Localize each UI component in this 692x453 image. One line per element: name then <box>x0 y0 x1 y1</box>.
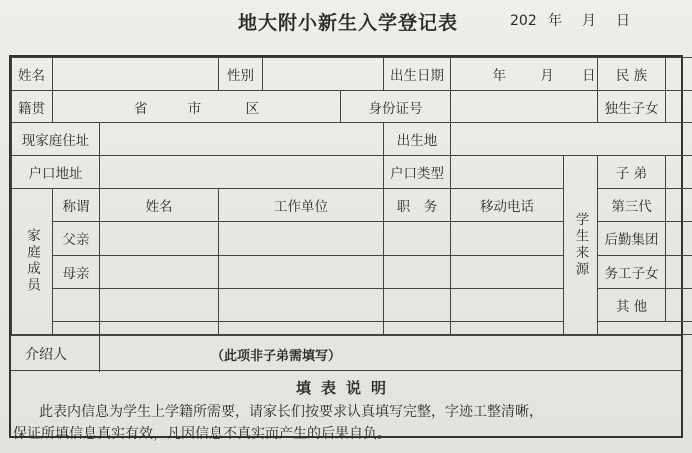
extra-mobile-field[interactable] <box>451 288 564 321</box>
introducer-label: 介绍人 <box>25 347 67 363</box>
id-number-label: 身份证号 <box>341 91 451 123</box>
source-third-gen-checkbox[interactable] <box>666 188 692 221</box>
date-day-unit: 日 <box>616 13 630 29</box>
birth-year-unit: 年 <box>492 68 506 85</box>
birth-date-field[interactable] <box>451 58 598 91</box>
info-table <box>11 57 692 335</box>
blank-cell <box>100 322 219 335</box>
birth-date-label: 出生日期 <box>384 58 451 91</box>
id-number-field[interactable] <box>451 91 598 123</box>
source-other-checkbox[interactable] <box>666 288 692 321</box>
birth-month-unit: 月 <box>540 68 554 85</box>
mother-mobile-field[interactable] <box>451 255 564 288</box>
mother-workplace-field[interactable] <box>219 255 384 288</box>
blank-cell <box>219 322 384 335</box>
birthplace-label: 出生地 <box>384 123 451 155</box>
source-son-checkbox[interactable] <box>666 155 692 188</box>
birthplace-field[interactable] <box>451 123 692 155</box>
father-mobile-field[interactable] <box>451 222 564 255</box>
native-place-field[interactable] <box>53 91 341 123</box>
gender-label: 性别 <box>219 58 263 91</box>
blank-cell <box>384 322 451 335</box>
source-migrant-label: 务工子女 <box>598 255 666 288</box>
mother-label: 母亲 <box>53 255 100 288</box>
father-position-field[interactable] <box>384 222 451 255</box>
blank-cell <box>451 322 564 335</box>
date-year-unit: 年 <box>548 13 562 29</box>
date-year: 202 <box>510 13 537 29</box>
home-address-label: 现家庭住址 <box>12 123 100 155</box>
form-body <box>9 55 683 442</box>
native-place-label: 籍贯 <box>12 91 53 123</box>
instructions-heading: 填表说明 <box>295 379 396 397</box>
district-unit: 区 <box>245 100 260 117</box>
blank-cell <box>53 322 100 335</box>
student-source-label <box>564 155 598 334</box>
only-child-label: 独生子女 <box>598 91 666 123</box>
header-mobile: 移动电话 <box>451 188 564 221</box>
name-label: 姓名 <box>12 58 53 91</box>
date-month-unit: 月 <box>582 13 596 29</box>
extra-relation-field[interactable] <box>53 288 100 321</box>
header-relation: 称谓 <box>53 188 100 221</box>
ethnicity-label: 民 族 <box>598 58 666 91</box>
extra-name-field[interactable] <box>100 288 219 321</box>
gender-field[interactable] <box>263 58 384 91</box>
source-migrant-checkbox[interactable] <box>666 255 692 288</box>
source-other-label: 其 他 <box>598 288 666 321</box>
mother-name-field[interactable] <box>100 255 219 288</box>
source-son-label: 子 弟 <box>598 155 666 188</box>
province-unit: 省 <box>133 100 148 117</box>
city-unit: 市 <box>187 100 202 117</box>
ethnicity-field[interactable] <box>666 58 692 91</box>
hukou-address-field[interactable] <box>100 155 384 188</box>
mother-position-field[interactable] <box>384 255 451 288</box>
extra-position-field[interactable] <box>384 288 451 321</box>
introducer-row <box>11 335 681 371</box>
instructions-line-1: 此表内信息为学生上学籍所需要，请家长们按要求认真填写完整，字迹工整清晰， <box>39 404 543 420</box>
only-child-field[interactable] <box>666 91 692 123</box>
hukou-type-label: 户口类型 <box>384 155 451 188</box>
father-label: 父亲 <box>53 222 100 255</box>
instructions-line-2: 保证所填信息真实有效，凡因信息不真实而产生的后果自负。 <box>13 426 391 442</box>
source-logistics-checkbox[interactable] <box>666 222 692 255</box>
father-workplace-field[interactable] <box>219 222 384 255</box>
family-members-label <box>12 188 53 334</box>
extra-workplace-field[interactable] <box>219 288 384 321</box>
hukou-type-field[interactable] <box>451 155 564 188</box>
header-name: 姓名 <box>100 188 219 221</box>
father-name-field[interactable] <box>100 222 219 255</box>
form-title: 地大附小新生入学登记表 <box>238 12 459 34</box>
birth-day-unit: 日 <box>582 68 596 85</box>
name-field[interactable] <box>53 58 219 91</box>
student-source-text: 学生来源 <box>572 211 589 278</box>
family-members-text: 家庭成员 <box>24 228 40 295</box>
source-logistics-label: 后勤集团 <box>598 222 666 255</box>
hukou-address-label: 户口地址 <box>12 155 100 188</box>
introducer-note: （此项非子弟需填写） <box>211 349 342 364</box>
blank-cell <box>598 322 692 335</box>
header-workplace: 工作单位 <box>219 188 384 221</box>
header-position: 职 务 <box>384 188 451 221</box>
home-address-field[interactable] <box>100 123 384 155</box>
source-third-gen-label: 第三代 <box>598 188 666 221</box>
introducer-divider <box>99 336 100 372</box>
instructions-section <box>11 371 681 442</box>
